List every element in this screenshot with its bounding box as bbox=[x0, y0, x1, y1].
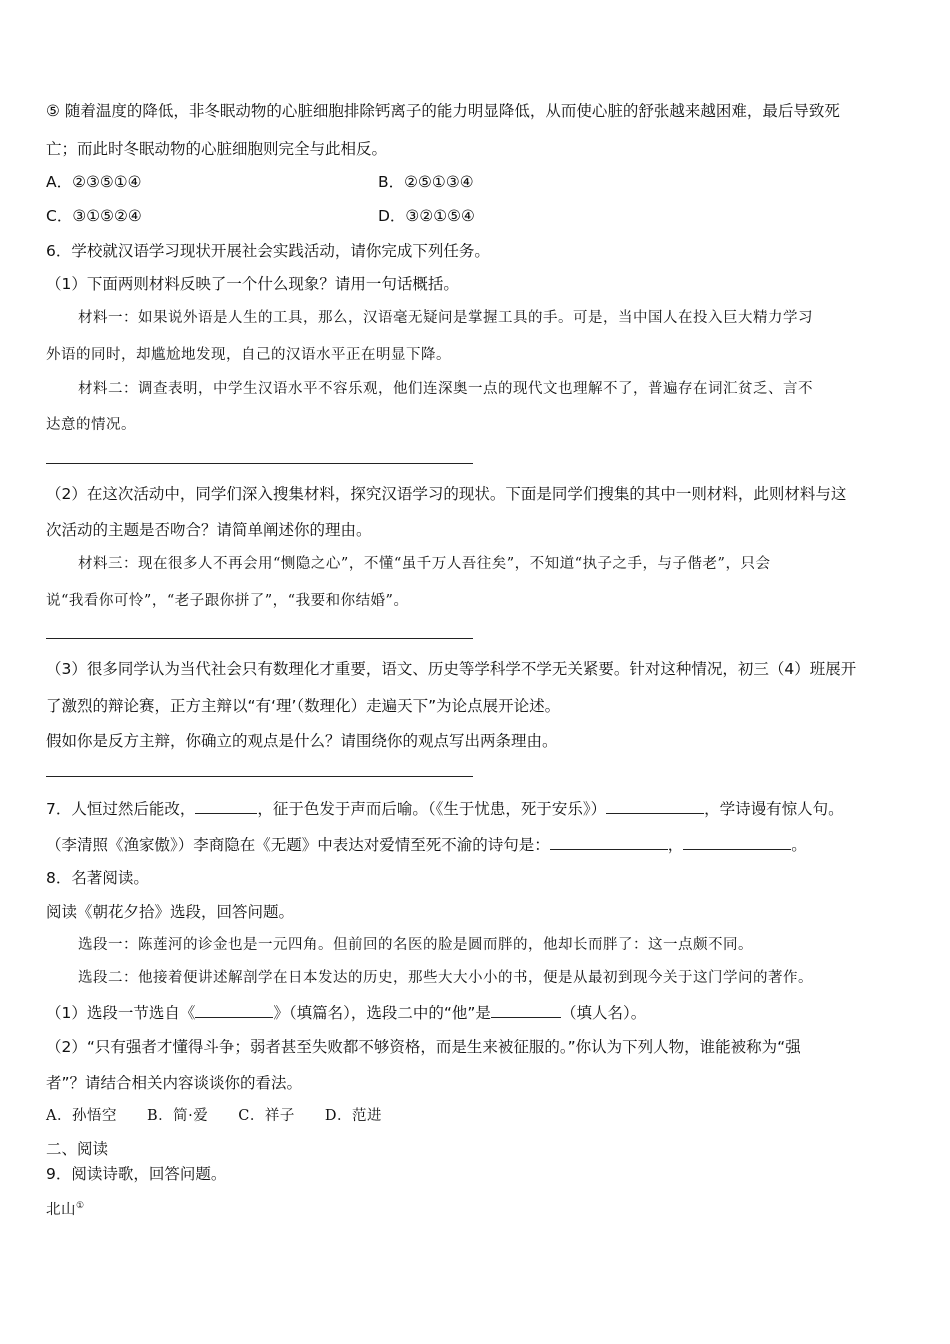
q8-choices: A．孙悟空 B．简·爱 C．祥子 D．范进 bbox=[46, 1108, 382, 1124]
q5-option-c: C．③①⑤②④ bbox=[46, 207, 142, 225]
q8-sub2-line1: （2）“只有强者才懂得斗争；弱者甚至失败都不够资格，而是生来被征服的。”你认为下列人物，谁能被称为“强 bbox=[46, 1038, 801, 1056]
fill-blank[interactable] bbox=[195, 797, 257, 814]
q8-intro: 阅读《朝花夕拾》选段，回答问题。 bbox=[46, 903, 295, 921]
q6-sub1: （1）下面两则材料反映了一个什么现象？请用一句话概括。 bbox=[46, 275, 459, 293]
q6-material3-line1: 材料三：现在很多人不再会用“恻隐之心”，不懂“虽千万人吾往矣”，不知道“执子之手，与子偕老”，只会 bbox=[78, 556, 771, 572]
q6-material1-line2: 外语的同时，却尴尬地发现，自己的汉语水平正在明显下降。 bbox=[46, 347, 451, 363]
q6-sub2-line2: 次活动的主题是否吻合？请简单阐述你的理由。 bbox=[46, 521, 372, 539]
fill-blank[interactable] bbox=[683, 833, 791, 850]
q5-option-b: B．②⑤①③④ bbox=[378, 173, 474, 191]
q5-options-row1 bbox=[46, 172, 142, 192]
q6-material2-line2: 达意的情况。 bbox=[46, 417, 136, 433]
poem-title bbox=[46, 1196, 85, 1220]
section-heading: 二、阅读 bbox=[46, 1140, 109, 1158]
fill-blank[interactable] bbox=[606, 797, 704, 814]
q6-stem: 6．学校就汉语学习现状开展社会实践活动，请你完成下列任务。 bbox=[46, 242, 490, 260]
q7-text-4: （李清照《渔家傲》）李商隐在《无题》中表达对爱情至死不渝的诗句是： bbox=[46, 836, 550, 854]
q8-sub1 bbox=[46, 1001, 646, 1023]
q8-sub1-text-a: （1）选段一节选自《 bbox=[46, 1004, 196, 1022]
answer-line-1 bbox=[46, 463, 473, 464]
q7-text-6: 。 bbox=[791, 836, 807, 854]
q6-material1-line1: 材料一：如果说外语是人生的工具，那么，汉语毫无疑问是掌握工具的手。可是，当中国人在投入巨大精力学习 bbox=[78, 310, 813, 326]
answer-line-3 bbox=[46, 776, 473, 777]
q6-material3-line2: 说“我看你可怜”，“老子跟你拼了”，“我要和你结婚”。 bbox=[46, 593, 409, 609]
answer-line-2 bbox=[46, 638, 473, 639]
q8-sub1-text-b: 》（填篇名），选段二中的“他”是 bbox=[273, 1004, 491, 1022]
q8-sub2-line2: 者”？请结合相关内容谈谈你的看法。 bbox=[46, 1074, 303, 1092]
q5-option-a: A．②③⑤①④ bbox=[46, 173, 142, 191]
q9-stem: 9．阅读诗歌，回答问题。 bbox=[46, 1165, 227, 1183]
fill-blank[interactable] bbox=[195, 1001, 273, 1018]
q7-text-1: 7．人恒过然后能改， bbox=[46, 800, 196, 818]
footnote-marker: ① bbox=[76, 1201, 85, 1211]
q8-excerpt1: 选段一：陈莲河的诊金也是一元四角。但前回的名医的脸是圆而胖的，他却长而胖了：这一点颇不同。 bbox=[78, 937, 753, 953]
q6-sub3-line2: 了激烈的辩论赛，正方主辩以“有‘理’（数理化）走遍天下”为论点展开论述。 bbox=[46, 697, 561, 715]
q5-item5-line2: 亡；而此时冬眠动物的心脏细胞则完全与此相反。 bbox=[46, 140, 388, 158]
q7-line2 bbox=[46, 833, 807, 855]
fill-blank[interactable] bbox=[491, 1001, 561, 1018]
q6-sub2-line1: （2）在这次活动中，同学们深入搜集材料，探究汉语学习的现状。下面是同学们搜集的其中一则材料，此则材料与这 bbox=[46, 485, 847, 503]
q7-text-2: ，征于色发于声而后喻。（《生于忧患，死于安乐》） bbox=[257, 800, 607, 818]
q6-sub3-line1: （3）很多同学认为当代社会只有数理化才重要，语文、历史等学科学不学无关紧要。针对这种情况，初三（4）班展开 bbox=[46, 660, 857, 678]
q5-option-d: D．③②①⑤④ bbox=[378, 207, 475, 225]
q8-excerpt2: 选段二：他接着便讲述解剖学在日本发达的历史，那些大大小小的书，便是从最初到现今关于这门学问的著作。 bbox=[78, 970, 813, 986]
fill-blank[interactable] bbox=[550, 833, 668, 850]
q8-stem: 8．名著阅读。 bbox=[46, 869, 149, 887]
q7-text-3: ，学诗谩有惊人句。 bbox=[704, 800, 844, 818]
q7-line1 bbox=[46, 797, 844, 819]
q8-sub1-text-c: （填人名）。 bbox=[560, 1004, 647, 1022]
poem-title-text: 北山 bbox=[46, 1201, 76, 1218]
q5-item5-line1: ⑤ 随着温度的降低，非冬眠动物的心脏细胞排除钙离子的能力明显降低，从而使心脏的舒张越来越困难，最后导致死 bbox=[46, 102, 840, 120]
q6-material2-line1: 材料二：调查表明，中学生汉语水平不容乐观，他们连深奥一点的现代文也理解不了，普遍存在词汇贫乏、言不 bbox=[78, 381, 813, 397]
q6-sub3-line3: 假如你是反方主辩，你确立的观点是什么？请围绕你的观点写出两条理由。 bbox=[46, 732, 558, 750]
q7-text-5: ， bbox=[667, 836, 684, 854]
